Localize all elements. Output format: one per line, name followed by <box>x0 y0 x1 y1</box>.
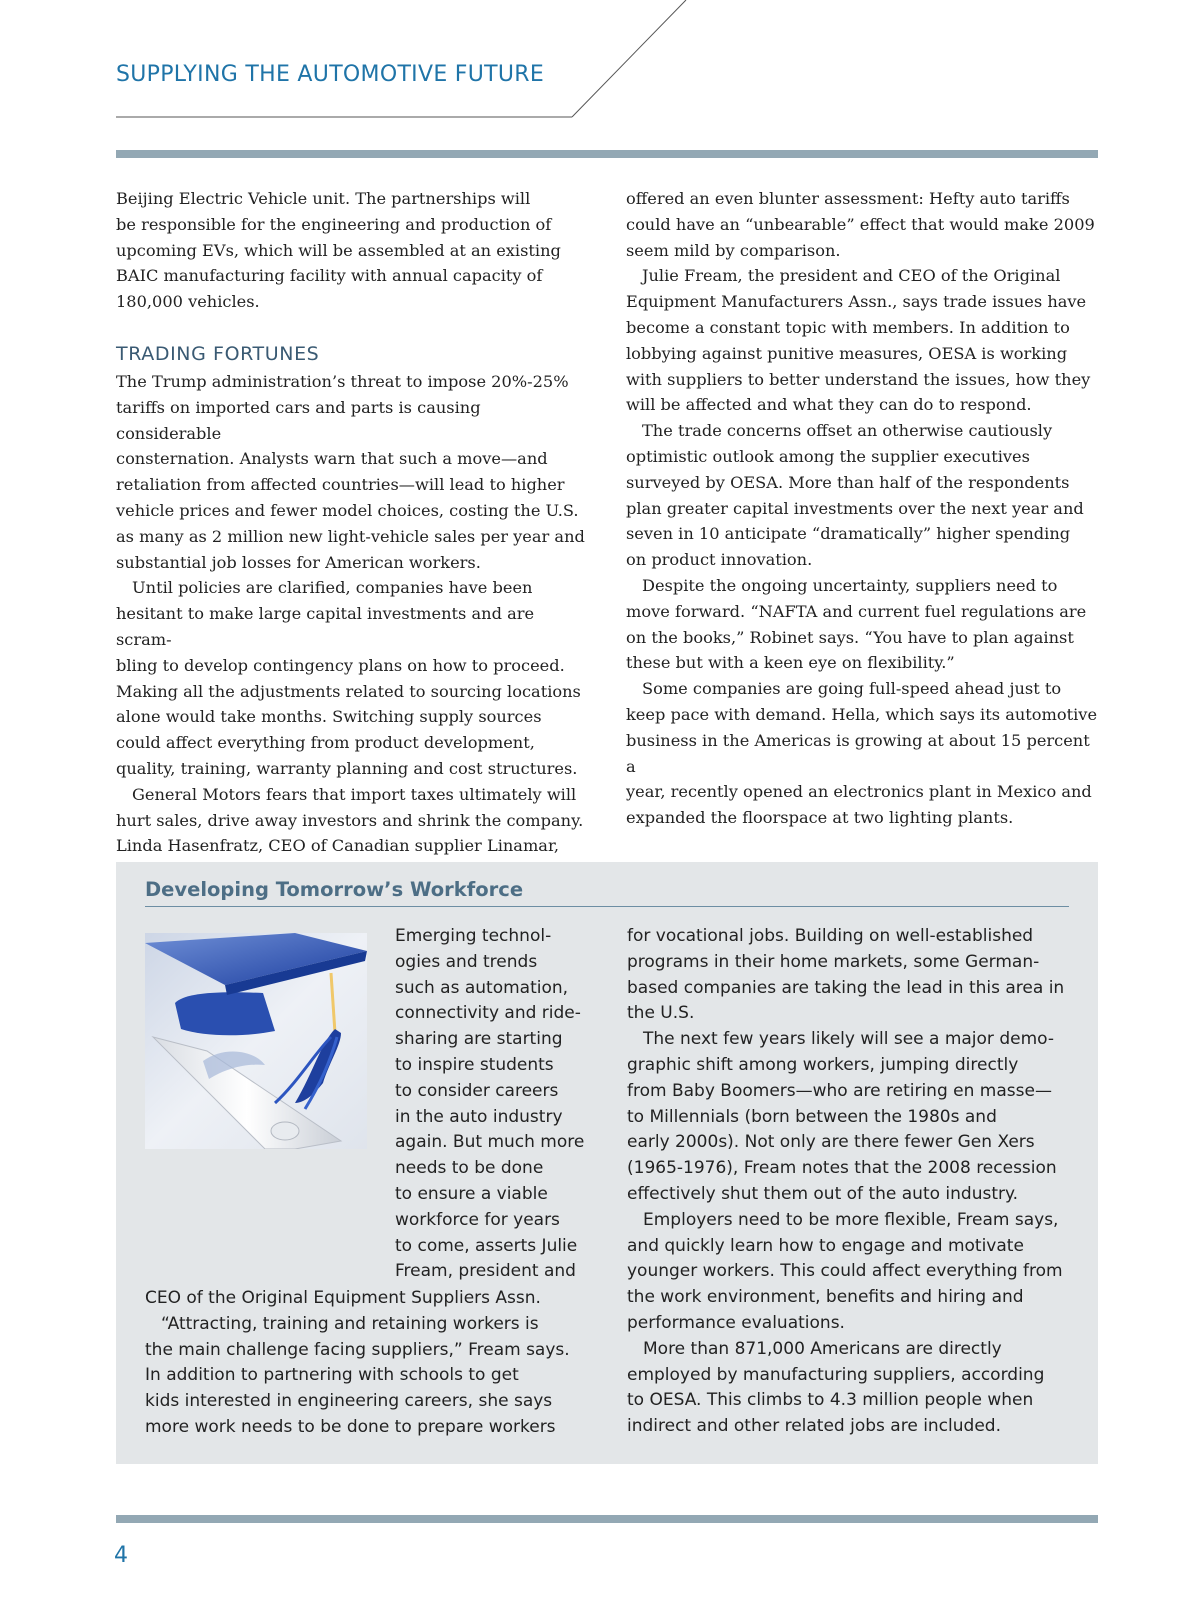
paragraph <box>627 1027 1077 1208</box>
text-line: The Trump administration’s threat to impose 20%-25% <box>116 371 569 391</box>
sidebar-wrap-text <box>395 924 595 1285</box>
text-line: bling to develop contingency plans on how to proceed. <box>116 655 565 675</box>
text-line: General Motors fears that import taxes ultimately will <box>132 784 577 804</box>
text-line: with suppliers to better understand the issues, how they <box>626 369 1091 389</box>
text-line: more work needs to be done to prepare workers <box>145 1416 556 1437</box>
text-line: ogies and trends <box>395 951 538 972</box>
text-line: tariffs on imported cars and parts is causing considerable <box>116 397 481 443</box>
text-line: Emerging technol- <box>395 926 552 946</box>
text-line: to ensure a viable <box>395 1183 548 1204</box>
text-line: surveyed by OESA. More than half of the respondents <box>626 472 1070 492</box>
text-line: to OESA. This climbs to 4.3 million people when <box>627 1390 1034 1411</box>
text-line: (1965-1976), Fream notes that the 2008 recession <box>627 1158 1057 1179</box>
text-line: plan greater capital investments over the next year and <box>626 498 1084 518</box>
text-line: needs to be done <box>395 1158 544 1179</box>
text-line: Linda Hasenfratz, CEO of Canadian supplier Linamar, <box>116 836 560 856</box>
text-line: in the auto industry <box>395 1106 563 1127</box>
text-line: BAIC manufacturing facility with annual capacity of <box>116 266 543 286</box>
top-rule <box>116 150 1098 158</box>
text-line: More than 871,000 Americans are directly <box>643 1338 1002 1359</box>
text-line: seven in 10 anticipate “dramatically” higher spending <box>626 524 1071 544</box>
text-line: to come, asserts Julie <box>395 1235 578 1256</box>
text-line: Making all the adjustments related to sourcing locations <box>116 681 581 701</box>
text-line: to Millennials (born between the 1980s and <box>627 1106 997 1127</box>
text-line: consternation. Analysts warn that such a move—and <box>116 449 548 469</box>
text-line: upcoming EVs, which will be assembled at an existing <box>116 240 561 260</box>
text-line: graphic shift among workers, jumping directly <box>627 1054 1019 1075</box>
text-line: could affect everything from product development, <box>116 733 535 753</box>
paragraph <box>145 1312 585 1441</box>
text-line: Equipment Manufacturers Assn., says trade issues have <box>626 292 1087 312</box>
text-line: become a constant topic with members. In addition to <box>626 317 1070 337</box>
text-line: these but with a keen eye on flexibility.” <box>626 653 955 673</box>
text-line: Employers need to be more flexible, Fream says, <box>643 1209 1059 1230</box>
text-line: programs in their home markets, some German- <box>627 951 1040 972</box>
sidebar-box <box>116 862 1098 1464</box>
text-line: CEO of the Original Equipment Suppliers Assn. <box>145 1288 541 1308</box>
text-line: the U.S. <box>627 1003 695 1024</box>
text-line: substantial job losses for American workers. <box>116 552 481 572</box>
text-line: to consider careers <box>395 1080 559 1101</box>
text-line: The trade concerns offset an otherwise cautiously <box>642 421 1053 441</box>
text-line: for vocational jobs. Building on well-established <box>627 926 1034 946</box>
article-right-column <box>626 186 1102 831</box>
text-line: hurt sales, drive away investors and shrink the company. <box>116 810 584 830</box>
bottom-rule <box>116 1515 1098 1523</box>
paragraph <box>626 418 1102 573</box>
text-line: effectively shut them out of the auto industry. <box>627 1183 1019 1204</box>
paragraph <box>116 186 586 315</box>
text-line: the main challenge facing suppliers,” Fream says. <box>145 1339 570 1360</box>
text-line: performance evaluations. <box>627 1312 845 1333</box>
section-heading: TRADING FORTUNES <box>116 342 320 365</box>
text-line: 180,000 vehicles. <box>116 292 260 312</box>
text-line: Despite the ongoing uncertainty, suppliers need to <box>642 575 1058 595</box>
text-line: expanded the floorspace at two lighting plants. <box>626 808 1014 828</box>
text-line: retaliation from affected countries—will lead to higher <box>116 475 565 495</box>
running-header: SUPPLYING THE AUTOMOTIVE FUTURE <box>116 62 545 87</box>
text-line: In addition to partnering with schools to get <box>145 1365 519 1386</box>
text-line: as many as 2 million new light-vehicle sales per year and <box>116 526 585 546</box>
text-line: hesitant to make large capital investments and are scram- <box>116 604 535 649</box>
sidebar-rule <box>145 906 1069 907</box>
paragraph <box>627 1208 1077 1337</box>
text-line: be responsible for the engineering and production of <box>116 214 552 234</box>
text-line: on the books,” Robinet says. “You have to plan against <box>626 627 1074 647</box>
paragraph <box>626 263 1102 418</box>
text-line: keep pace with demand. Hella, which says its automotive <box>626 704 1098 724</box>
text-line: will be affected and what they can do to respond. <box>626 395 1032 415</box>
text-line: The next few years likely will see a major demo- <box>643 1029 1054 1050</box>
text-line: Some companies are going full-speed ahead just to <box>642 679 1062 699</box>
paragraph-continuation <box>145 1286 585 1312</box>
text-line: on product innovation. <box>626 550 813 570</box>
text-line: alone would take months. Switching supply sources <box>116 707 542 727</box>
text-line: younger workers. This could affect everything from <box>627 1261 1063 1282</box>
text-line: Beijing Electric Vehicle unit. The partnerships will <box>116 189 531 208</box>
text-line: based companies are taking the lead in this area in <box>627 977 1065 998</box>
text-line: the work environment, benefits and hiring and <box>627 1287 1024 1308</box>
sidebar-title: Developing Tomorrow’s Workforce <box>145 878 524 901</box>
text-line: sharing are starting <box>395 1029 563 1050</box>
text-line: “Attracting, training and retaining workers is <box>161 1313 539 1334</box>
text-line: quality, training, warranty planning and cost structures. <box>116 758 578 778</box>
page-number: 4 <box>114 1543 128 1568</box>
text-line: offered an even blunter assessment: Hefty auto tariffs <box>626 189 1070 208</box>
sidebar-right-column <box>627 924 1077 1440</box>
text-line: move forward. “NAFTA and current fuel regulations are <box>626 601 1087 621</box>
paragraph <box>626 186 1102 263</box>
text-line: Julie Fream, the president and CEO of the Original <box>642 266 1061 286</box>
text-line: employed by manufacturing suppliers, according <box>627 1364 1045 1385</box>
paragraph <box>116 575 586 781</box>
text-line: from Baby Boomers—who are retiring en masse— <box>627 1080 1052 1101</box>
text-line: indirect and other related jobs are included. <box>627 1416 1001 1437</box>
sidebar-left-text <box>145 1286 585 1441</box>
text-line: could have an “unbearable” effect that would make 2009 <box>626 214 1095 234</box>
text-line: seem mild by comparison. <box>626 240 841 260</box>
text-line: year, recently opened an electronics plant in Mexico and <box>626 782 1092 802</box>
article-left-column <box>116 186 586 859</box>
text-line: and quickly learn how to engage and motivate <box>627 1235 1024 1256</box>
paragraph <box>626 676 1102 831</box>
text-line: early 2000s). Not only are there fewer Gen Xers <box>627 1132 1035 1153</box>
header-decorative-lines <box>0 0 1200 130</box>
text-line: connectivity and ride- <box>395 1003 581 1024</box>
text-line: kids interested in engineering careers, she says <box>145 1391 553 1412</box>
paragraph <box>395 924 595 1285</box>
text-line: such as automation, <box>395 977 569 998</box>
text-line: again. But much more <box>395 1132 585 1153</box>
text-line: business in the Americas is growing at about 15 percent a <box>626 730 1090 776</box>
paragraph <box>627 1337 1077 1440</box>
text-line: lobbying against punitive measures, OESA is working <box>626 343 1068 363</box>
text-line: Fream, president and <box>395 1261 576 1282</box>
paragraph <box>626 573 1102 676</box>
text-line: to inspire students <box>395 1054 554 1075</box>
text-line: vehicle prices and fewer model choices, costing the U.S. <box>116 500 579 520</box>
paragraph <box>116 369 586 575</box>
text-line: optimistic outlook among the supplier executives <box>626 446 1030 466</box>
text-line: workforce for years <box>395 1209 560 1230</box>
paragraph <box>116 782 586 859</box>
graduation-cap-photo <box>145 933 367 1149</box>
paragraph <box>627 924 1077 1027</box>
text-line: Until policies are clarified, companies have been <box>132 578 533 598</box>
